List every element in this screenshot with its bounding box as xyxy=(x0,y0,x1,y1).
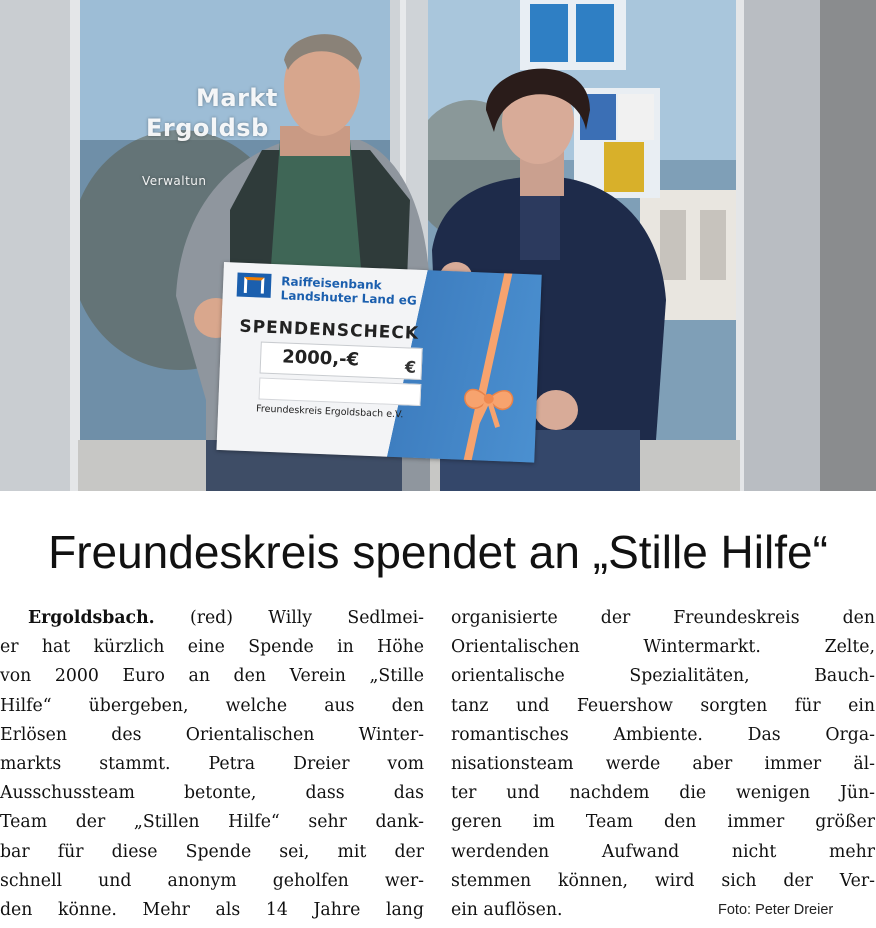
text-line: werdenden Aufwand nicht mehr xyxy=(451,841,875,862)
sign-text-ergoldsbach: Ergoldsb xyxy=(146,114,269,142)
bank-name xyxy=(280,274,451,309)
text-line: ter und nachdem die wenigen Jün- xyxy=(451,783,875,804)
article-column-left xyxy=(0,604,424,925)
text-line: von 2000 Euro an den Verein „Stille xyxy=(0,666,424,687)
text-line: stemmen können, wird sich der Ver- xyxy=(451,870,875,891)
text-line: Erlösen des Orientalischen Winter- xyxy=(0,724,424,745)
donation-check xyxy=(216,262,541,463)
text-line: er hat kürzlich eine Spende in Höhe xyxy=(0,637,424,658)
ribbon-decoration xyxy=(464,273,513,460)
check-title: SPENDENSCHECK xyxy=(239,316,420,344)
text-line: Hilfe“ übergeben, welche aus den xyxy=(0,695,424,716)
text-line: geren im Team den immer größer xyxy=(451,812,875,833)
text-line: Ausschussteam betonte, dass das xyxy=(0,783,424,804)
sign-text-verwaltung: Verwaltun xyxy=(142,174,207,188)
photo-credit: Foto: Peter Dreier xyxy=(718,902,834,918)
check-recipient: Freundeskreis Ergoldsbach e.V. xyxy=(255,403,404,421)
text-line: Orientalischen Wintermarkt. Zelte, xyxy=(451,637,875,658)
bank-name-line2: Landshuter Land eG xyxy=(280,288,418,308)
text-line: organisierte der Freundeskreis den xyxy=(451,608,875,628)
text-line: schnell und anonym geholfen wer- xyxy=(0,870,424,891)
check-amount: 2000,-€ xyxy=(281,346,360,371)
text-line: tanz und Feuershow sorgten für ein xyxy=(451,695,875,716)
bow-icon xyxy=(458,368,520,430)
text-line: markts stammt. Petra Dreier vom xyxy=(0,753,424,774)
dateline: Ergoldsbach. xyxy=(28,608,155,628)
article-headline: Freundeskreis spendet an „Stille Hilfe“ xyxy=(48,526,828,578)
check-currency: € xyxy=(404,357,417,377)
raiffeisen-logo-icon xyxy=(237,273,272,298)
text-line-content: (red) Willy Sedlmei- xyxy=(154,608,424,628)
text-line: den könne. Mehr als 14 Jahre lang xyxy=(0,899,424,920)
check-blank-line xyxy=(259,378,422,406)
text-line xyxy=(0,604,424,633)
text-line: nisationsteam werde aber immer äl- xyxy=(451,753,875,774)
text-line: orientalische Spezialitäten, Bauch- xyxy=(451,666,875,687)
text-line: ein auflösen. xyxy=(451,899,563,920)
article-column-right xyxy=(451,604,875,925)
sign-text-markt: Markt xyxy=(196,84,278,112)
text-line: Team der „Stillen Hilfe“ sehr dank- xyxy=(0,812,424,833)
bank-name-line1: Raiffeisenbank xyxy=(280,274,382,293)
text-line: romantisches Ambiente. Das Orga- xyxy=(451,724,875,745)
text-line: bar für diese Spende sei, mit der xyxy=(0,841,424,862)
